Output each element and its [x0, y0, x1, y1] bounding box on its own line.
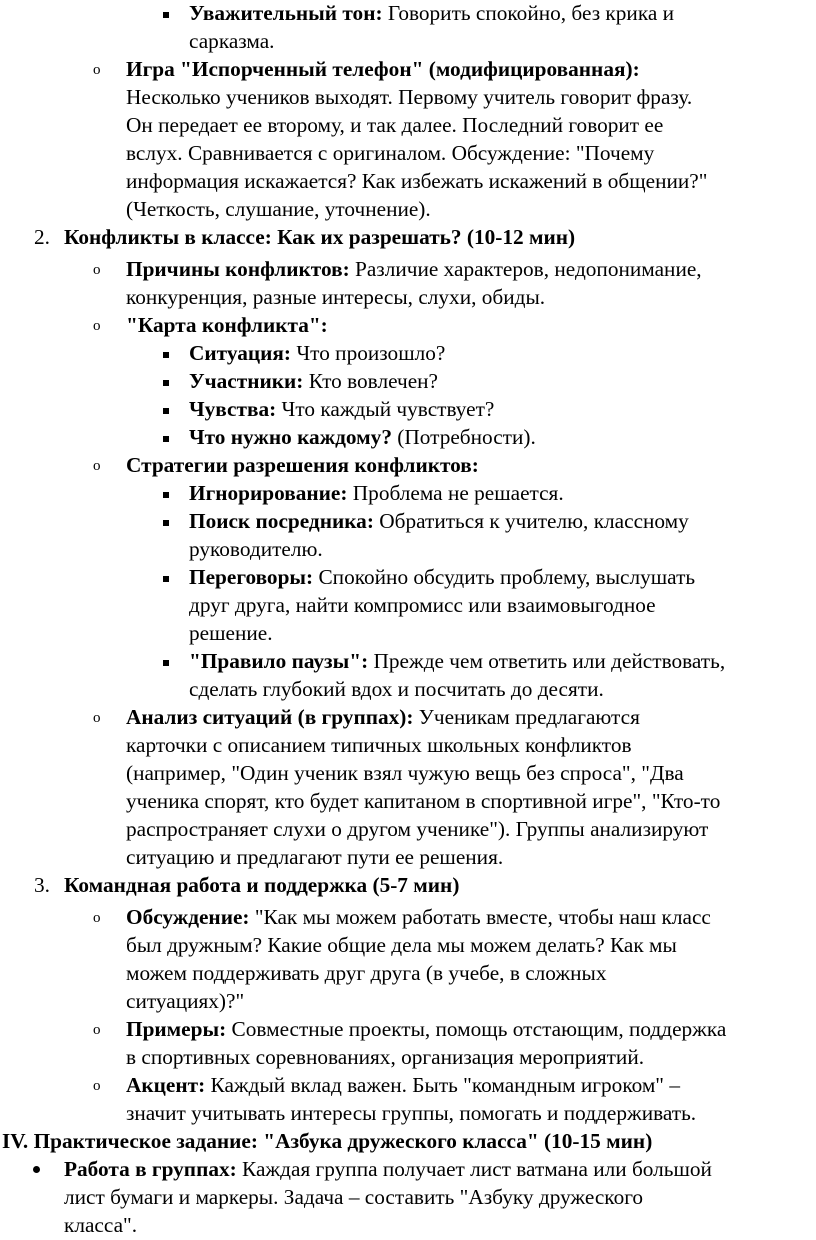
- strategy-text: Проблема не решается.: [347, 481, 564, 505]
- group-work-label: Работа в группах:: [64, 1157, 237, 1181]
- strategy-mediator-line-2: руководителю.: [189, 537, 323, 561]
- accent-line-2: значит учитывать интересы группы, помогать и поддерживать.: [126, 1101, 697, 1125]
- map-item-feelings: [189, 396, 494, 424]
- section-2-title: Конфликты в классе: Как их разрешать? (10-12 мин): [64, 225, 576, 249]
- discussion-line-2: был дружным? Какие общие дела мы можем делать? Как мы: [126, 933, 677, 957]
- respect-tone-line-2: сарказма.: [189, 29, 275, 53]
- strategy-label: Переговоры:: [189, 565, 314, 589]
- strategy-label: Игнорирование:: [189, 481, 348, 505]
- square-bullet-icon: [163, 520, 169, 526]
- analysis-label: Анализ ситуаций (в группах):: [126, 705, 414, 729]
- map-item-text: Что каждый чувствует?: [276, 397, 495, 421]
- analysis-line-6: ситуацию и предлагают пути ее решения.: [126, 845, 504, 869]
- circle-bullet-icon: o: [93, 62, 101, 78]
- square-bullet-icon: [163, 660, 169, 666]
- group-work-text: Каждая группа получает лист ватмана или большой: [236, 1157, 712, 1181]
- discussion-line-3: можем поддерживать друг друга (в учебе, в сложных: [126, 961, 607, 985]
- analysis-line-5: распространяет слухи о другом ученике"). Группы анализируют: [126, 817, 709, 841]
- map-item-needs: [189, 424, 536, 452]
- strategy-label: Поиск посредника:: [189, 509, 374, 533]
- square-bullet-icon: [163, 408, 169, 414]
- accent-text: Каждый вклад важен. Быть "командным игроком" –: [205, 1073, 680, 1097]
- circle-bullet-icon: o: [93, 318, 101, 334]
- analysis-line-3: (например, "Один ученик взял чужую вещь без спроса", "Два: [126, 761, 684, 785]
- group-work-line-1: [64, 1156, 712, 1184]
- discussion-label: Обсуждение:: [126, 905, 250, 929]
- strategy-negotiation-line-3: решение.: [189, 621, 273, 645]
- section-3-title: Командная работа и поддержка (5-7 мин): [64, 873, 460, 897]
- square-bullet-icon: [163, 492, 169, 498]
- section-3-number: 3.: [34, 873, 50, 897]
- game-line-3: вслух. Сравнивается с оригиналом. Обсуждение: "Почему: [126, 141, 655, 165]
- strategies-title: Стратегии разрешения конфликтов:: [126, 453, 479, 477]
- map-item-participants: [189, 368, 438, 396]
- strategy-pause-line-2: сделать глубокий вдох и посчитать до десяти.: [189, 677, 604, 701]
- section-4-title: IV. Практическое задание: "Азбука дружеского класса" (10-15 мин): [2, 1129, 653, 1153]
- strategy-text: Спокойно обсудить проблему, выслушать: [313, 565, 696, 589]
- circle-bullet-icon: o: [93, 910, 101, 926]
- strategy-pause: [189, 648, 725, 676]
- analysis-line-2: карточки с описанием типичных школьных конфликтов: [126, 733, 632, 757]
- map-item-text: Кто вовлечен?: [303, 369, 439, 393]
- accent-label: Акцент:: [126, 1073, 206, 1097]
- strategy-text: Обратиться к учителю, классному: [373, 509, 689, 533]
- respect-tone-label: Уважительный тон:: [189, 1, 383, 25]
- analysis-text: Ученикам предлагаются: [413, 705, 640, 729]
- circle-bullet-icon: o: [93, 458, 101, 474]
- circle-bullet-icon: o: [93, 1022, 101, 1038]
- game-line-5: (Четкость, слушание, уточнение).: [126, 197, 431, 221]
- strategy-mediator: [189, 508, 689, 536]
- examples-line-2: в спортивных соревнованиях, организация мероприятий.: [126, 1045, 645, 1069]
- circle-bullet-icon: o: [93, 1078, 101, 1094]
- strategy-label: "Правило паузы":: [189, 649, 369, 673]
- strategy-ignore: [189, 480, 564, 508]
- map-item-situation: [189, 340, 445, 368]
- map-item-label: Что нужно каждому?: [189, 425, 392, 449]
- respect-tone-line: [189, 0, 674, 28]
- map-item-label: Чувства:: [189, 397, 277, 421]
- square-bullet-icon: [163, 436, 169, 442]
- discussion-line-1: [126, 904, 711, 932]
- analysis-line-4: ученика спорят, кто будет капитаном в спортивной игре", "Кто-то: [126, 789, 721, 813]
- map-item-text: Что произошло?: [291, 341, 446, 365]
- map-item-label: Участники:: [189, 369, 304, 393]
- square-bullet-icon: [163, 576, 169, 582]
- conflict-map-title: "Карта конфликта":: [126, 313, 328, 337]
- accent-line-1: [126, 1072, 680, 1100]
- strategy-negotiation: [189, 564, 695, 592]
- examples-label: Примеры:: [126, 1017, 227, 1041]
- group-work-line-2: лист бумаги и маркеры. Задача – составить "Азбуку дружеского: [64, 1185, 644, 1209]
- causes-line-1: [126, 256, 702, 284]
- circle-bullet-icon: o: [93, 710, 101, 726]
- map-item-text: (Потребности).: [391, 425, 536, 449]
- causes-label: Причины конфликтов:: [126, 257, 350, 281]
- game-line-4: информация искажается? Как избежать искажений в общении?": [126, 169, 708, 193]
- game-title: Игра "Испорченный телефон" (модифицированная):: [126, 57, 640, 81]
- section-2-number: 2.: [34, 225, 50, 249]
- causes-text: Различие характеров, недопонимание,: [349, 257, 702, 281]
- examples-line-1: [126, 1016, 726, 1044]
- game-line-1: Несколько учеников выходят. Первому учитель говорит фразу.: [126, 85, 693, 109]
- causes-line-2: конкуренция, разные интересы, слухи, обиды.: [126, 285, 546, 309]
- strategy-negotiation-line-2: друг друга, найти компромисс или взаимовыгодное: [189, 593, 656, 617]
- circle-bullet-icon: o: [93, 262, 101, 278]
- square-bullet-icon: [163, 12, 169, 18]
- discussion-line-4: ситуациях)?": [126, 989, 245, 1013]
- dot-bullet-icon: [33, 1166, 40, 1173]
- examples-text: Совместные проекты, помощь отстающим, поддержка: [226, 1017, 727, 1041]
- analysis-line-1: [126, 704, 640, 732]
- strategy-text: Прежде чем ответить или действовать,: [368, 649, 726, 673]
- square-bullet-icon: [163, 352, 169, 358]
- group-work-line-3: класса".: [64, 1213, 138, 1237]
- square-bullet-icon: [163, 380, 169, 386]
- map-item-label: Ситуация:: [189, 341, 292, 365]
- respect-tone-text: Говорить спокойно, без крика и: [382, 1, 675, 25]
- game-line-2: Он передает ее второму, и так далее. Последний говорит ее: [126, 113, 664, 137]
- discussion-text: "Как мы можем работать вместе, чтобы наш класс: [249, 905, 711, 929]
